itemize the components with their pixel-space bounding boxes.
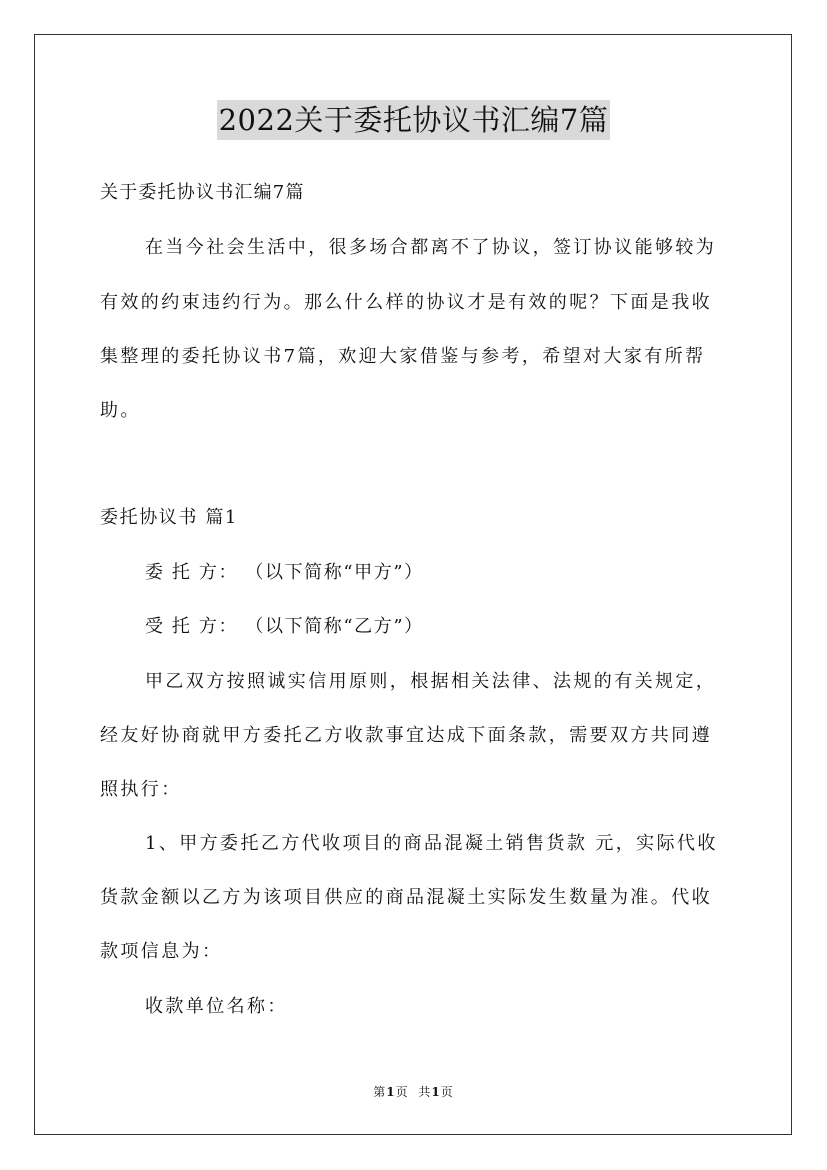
page-footer	[0, 1084, 827, 1100]
body-line-6: 1、甲方委托乙方代收项目的商品混凝土销售货款 元，实际代收	[145, 833, 718, 854]
intro-line-3: 集整理的委托协议书7篇，欢迎大家借鉴与参考，希望对大家有所帮	[100, 346, 706, 367]
document-subtitle: 关于委托协议书汇编7篇	[100, 182, 305, 203]
footer-total-label: 共	[418, 1085, 432, 1099]
title-container	[0, 100, 827, 140]
footer-page-unit: 页	[395, 1085, 409, 1099]
body-line-9: 收款单位名称：	[145, 996, 288, 1017]
footer-page-number: 1	[386, 1085, 396, 1099]
body-line-8: 款项信息为：	[100, 941, 223, 962]
body-line-5: 照执行：	[100, 779, 182, 800]
footer-total-number: 1	[431, 1085, 441, 1099]
intro-line-4: 助。	[100, 400, 141, 421]
document-title: 2022关于委托协议书汇编7篇	[217, 100, 611, 140]
footer-total-unit: 页	[440, 1085, 454, 1099]
intro-line-2: 有效的约束违约行为。那么什么样的协议才是有效的呢？下面是我收	[100, 292, 712, 313]
body-line-1: 委 托 方： （以下简称“甲方”）	[145, 562, 424, 583]
body-line-2: 受 托 方： （以下简称“乙方”）	[145, 616, 424, 637]
body-line-7: 货款金额以乙方为该项目供应的商品混凝土实际发生数量为准。代收	[100, 887, 712, 908]
footer-page-label: 第	[373, 1085, 387, 1099]
body-line-3: 甲乙双方按照诚实信用原则，根据相关法律、法规的有关规定，	[145, 671, 717, 692]
intro-line-1: 在当今社会生活中，很多场合都离不了协议，签订协议能够较为	[145, 237, 717, 258]
body-line-4: 经友好协商就甲方委托乙方收款事宜达成下面条款，需要双方共同遵	[100, 725, 712, 746]
section-heading: 委托协议书 篇1	[100, 507, 238, 528]
